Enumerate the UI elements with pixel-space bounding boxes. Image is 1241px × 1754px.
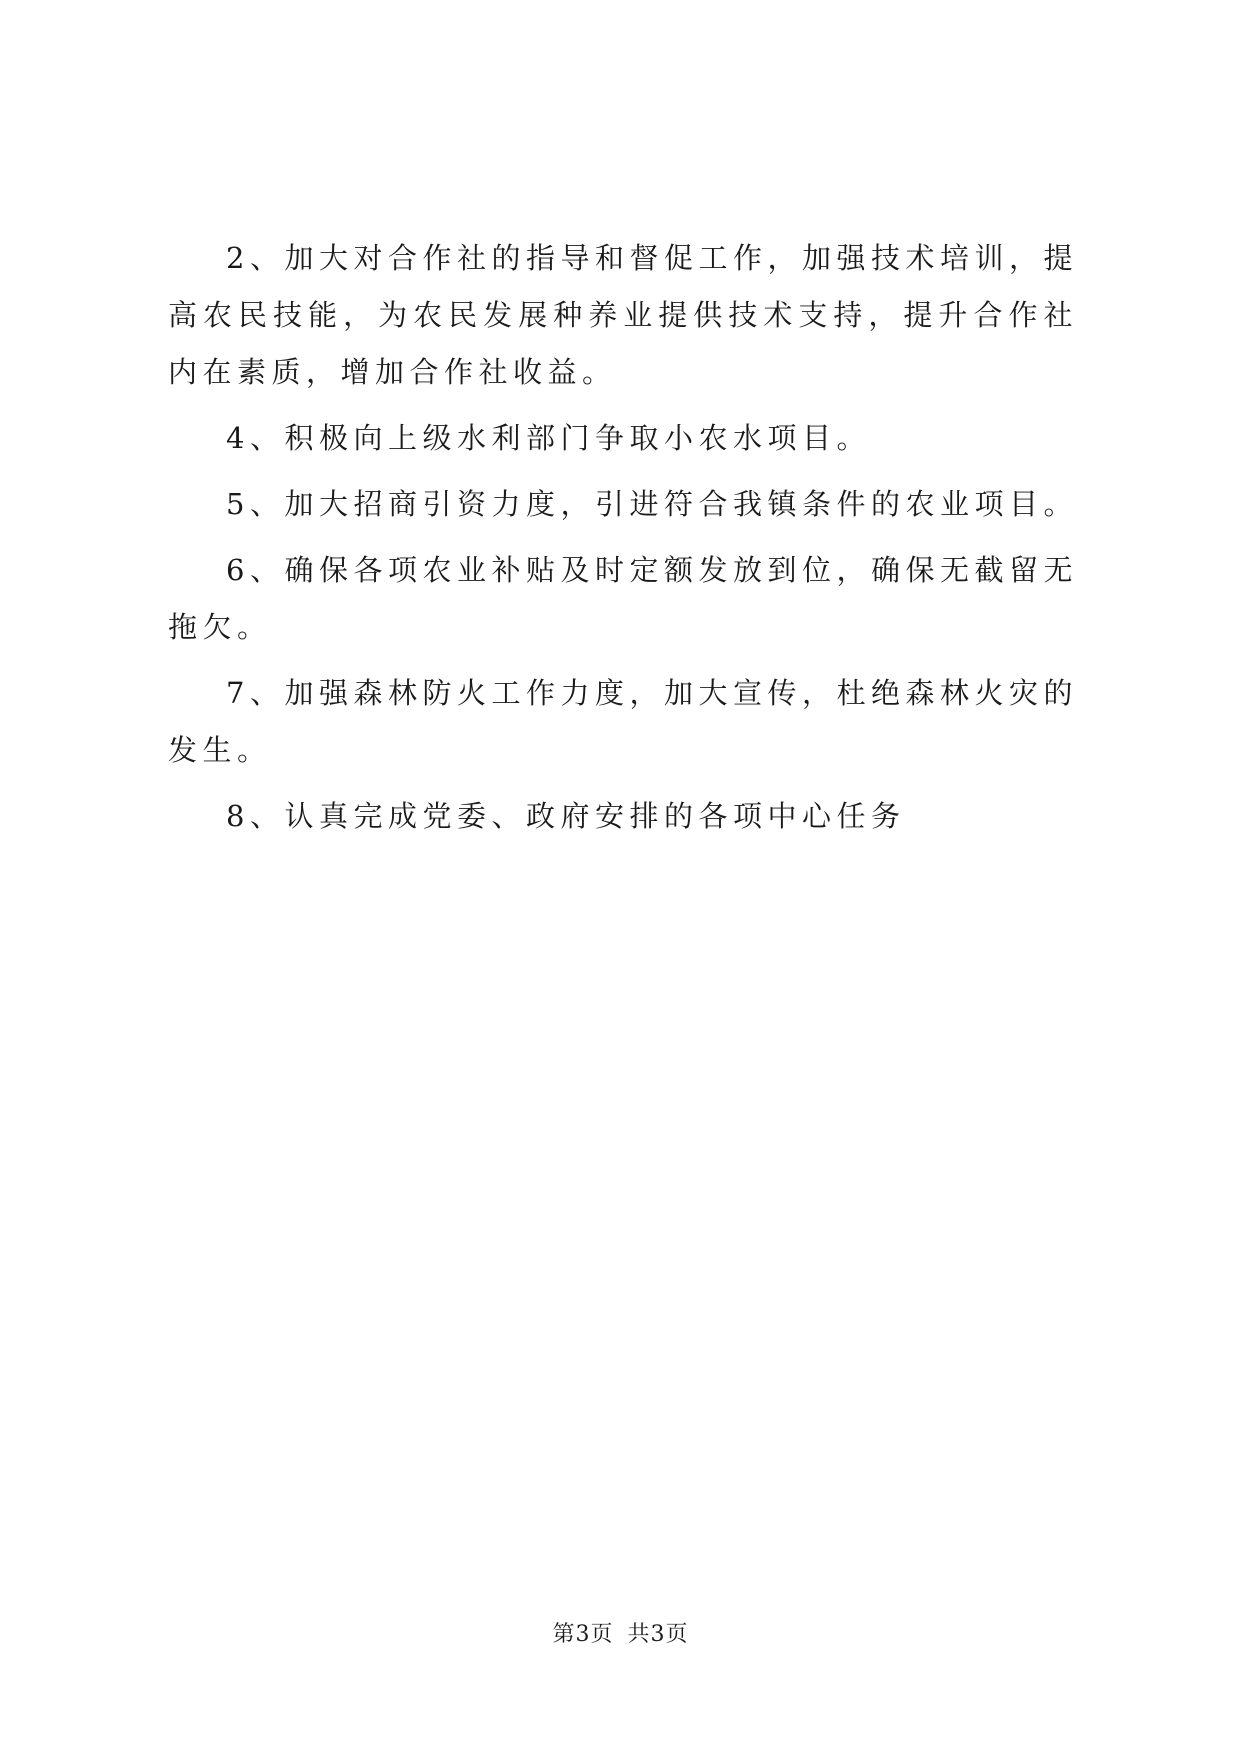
document-body: [168, 230, 1078, 854]
paragraph-item-7: 7、加强森林防火工作力度，加大宣传，杜绝森林火灾的发生。: [168, 676, 1078, 767]
paragraph-item-8: 8、认真完成党委、政府安排的各项中心任务: [226, 799, 906, 833]
paragraph-item-5: 5、加大招商引资力度，引进符合我镇条件的农业项目。: [226, 487, 1078, 521]
paragraph-item-2: 2、加大对合作社的指导和督促工作，加强技术培训，提高农民技能，为农民发展种养业提供技术支持，提升合作社内在素质，增加合作社收益。: [168, 241, 1078, 389]
page-total: 共3页: [627, 1622, 689, 1647]
paragraph-item-4: 4、积极向上级水利部门争取小农水项目。: [226, 421, 871, 455]
paragraph-item-6: 6、确保各项农业补贴及时定额发放到位，确保无截留无拖欠。: [168, 553, 1078, 644]
page-number: 第3页: [552, 1622, 614, 1647]
page-footer: [0, 1620, 1241, 1650]
